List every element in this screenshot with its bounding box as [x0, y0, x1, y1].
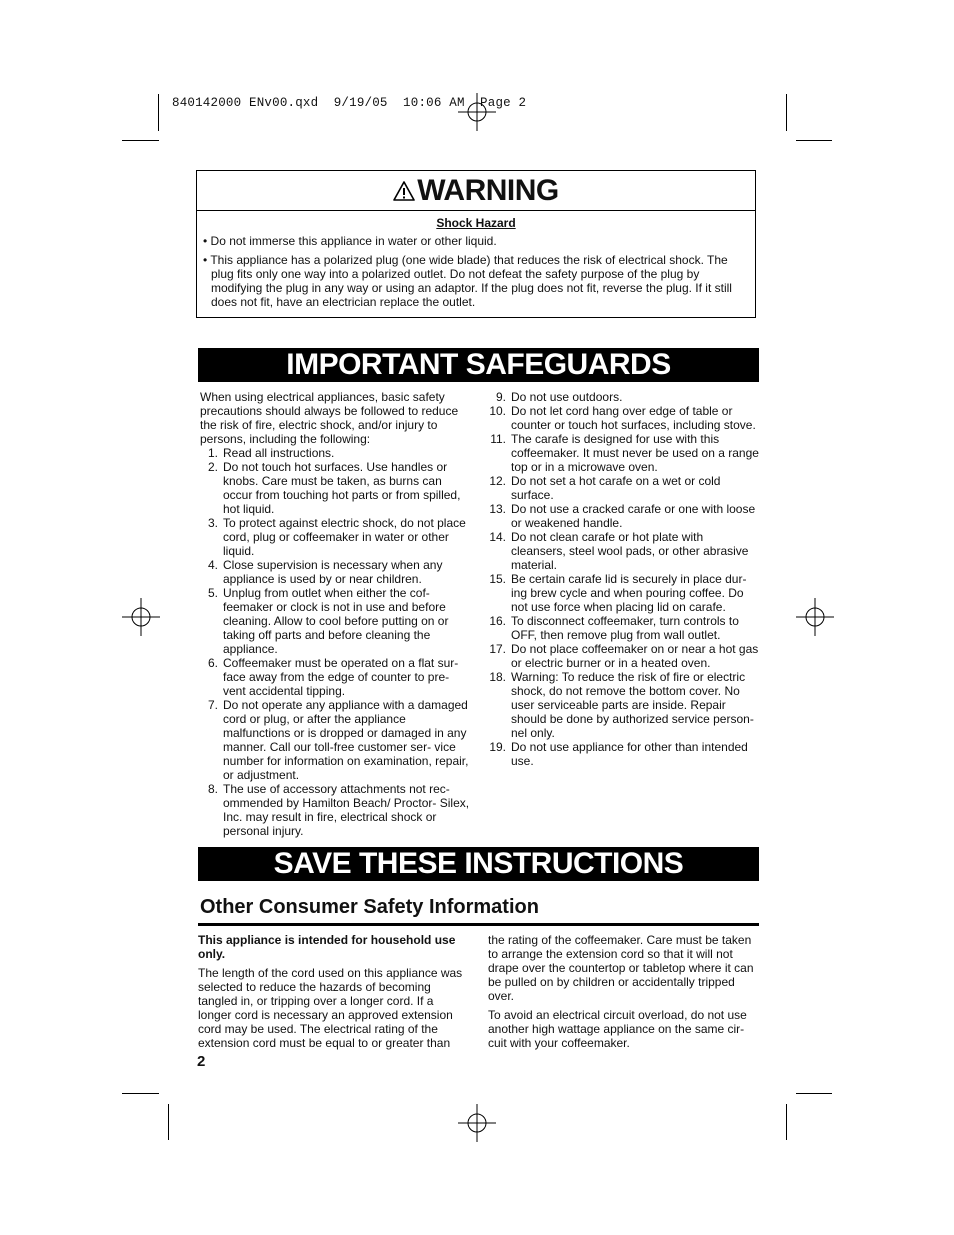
- crop-mark: [786, 94, 787, 131]
- safeguard-item: [488, 572, 760, 614]
- safeguard-item: [200, 586, 474, 656]
- warning-bullet: • This appliance has a polarized plug (one wide blade) that reduces the risk of electrical shock. The plug fits only one way into a polarized outlet. Do not defeat the safety purpose of the plug by modifying the plug in any way or using an adaptor. If the plug does not fit, reverse the plug. If it still does not fit, have an electrician replace the outlet.: [203, 253, 732, 309]
- safeguard-item-number: 15.: [489, 572, 506, 586]
- safeguard-item-number: 9.: [495, 390, 506, 404]
- registration-mark-icon: [458, 1104, 496, 1142]
- household-use-note: This appliance is intended for household use only.: [198, 933, 456, 961]
- warning-bullet: • Do not immerse this appliance in water or other liquid.: [203, 234, 497, 248]
- safeguard-item: [488, 432, 760, 474]
- other-right-column: [488, 933, 760, 1055]
- crop-mark: [122, 140, 159, 141]
- crop-mark: [122, 1093, 159, 1094]
- save-instructions-title: SAVE THESE INSTRUCTIONS: [273, 847, 684, 880]
- safeguard-item: [200, 558, 474, 586]
- safeguard-item-number: 6.: [207, 656, 218, 670]
- safeguard-item: [488, 404, 760, 432]
- safeguard-item-number: 10.: [489, 404, 506, 418]
- safeguard-item-number: 2.: [207, 460, 218, 474]
- safeguard-item-text: The use of accessory attachments not rec- ommended by Hamilton Beach/ Proctor- Silex, Inc. may result in fire, electrical shock or personal injury.: [223, 782, 470, 838]
- safeguard-item: [488, 390, 760, 404]
- crop-mark: [796, 1093, 832, 1094]
- safeguard-item-text: Be certain carafe lid is securely in place dur- ing brew cycle and when pouring coffee. Do not use force when placing lid on carafe.: [511, 572, 747, 614]
- crop-mark: [158, 94, 159, 131]
- safeguard-item-number: 4.: [207, 558, 218, 572]
- safeguard-item-text: Do not use appliance for other than intended use.: [511, 740, 748, 768]
- safeguard-item-number: 13.: [489, 502, 506, 516]
- safeguard-item-number: 11.: [490, 432, 506, 446]
- safeguard-item-text: Do not set a hot carafe on a wet or cold surface.: [511, 474, 721, 502]
- safeguard-item-text: Coffeemaker must be operated on a flat sur- face away from the edge of counter to pre- vent accidental tipping.: [223, 656, 459, 698]
- save-instructions-banner: [198, 847, 759, 881]
- safeguard-item-text: Do not touch hot surfaces. Use handles or knobs. Care must be taken, as burns can occur from touching hot parts or from spilled, hot liquid.: [223, 460, 461, 516]
- safeguard-item-text: Read all instructions.: [223, 446, 335, 460]
- safeguard-item-text: The carafe is designed for use with this coffeemaker. It must never be used on a range top or in a microwave oven.: [511, 432, 759, 474]
- safeguard-item-text: Do not let cord hang over edge of table or counter or touch hot surfaces, including stove.: [511, 404, 756, 432]
- safeguard-item: [200, 656, 474, 698]
- extension-cord-paragraph: the rating of the coffeemaker. Care must be taken to arrange the extension cord so that it will not drape over the countertop or tabletop where it can be pulled on by children or accidentally tripped over.: [488, 933, 754, 1003]
- safeguard-item-number: 1.: [207, 446, 218, 460]
- safeguard-item: [200, 698, 474, 782]
- safeguard-item: [488, 740, 760, 768]
- safeguard-item-number: 12.: [489, 474, 506, 488]
- safeguard-item-number: 7.: [207, 698, 218, 712]
- safeguard-item: [488, 642, 760, 670]
- safeguard-item-number: 17.: [489, 642, 506, 656]
- safeguards-right-column: [488, 390, 760, 768]
- safeguard-item: [488, 614, 760, 642]
- safeguard-item: [488, 670, 760, 740]
- safeguards-list-left: [200, 446, 474, 838]
- safeguard-item-number: 3.: [207, 516, 218, 530]
- other-safety-heading: Other Consumer Safety Information: [200, 896, 539, 918]
- safeguard-item: [200, 516, 474, 558]
- safeguard-item-number: 16.: [489, 614, 506, 628]
- crop-mark: [796, 140, 832, 141]
- safeguard-item-number: 5.: [207, 586, 218, 600]
- cord-length-paragraph: The length of the cord used on this appliance was selected to reduce the hazards of becoming tangled in, or tripping over a longer cord. If a longer cord is necessary an approved extension cord may be used. The electrical rating of the extension cord must be equal to or greater than: [198, 966, 463, 1050]
- warning-box: [196, 170, 756, 318]
- safeguard-item-text: To disconnect coffeemaker, turn controls to OFF, then remove plug from wall outlet.: [511, 614, 739, 642]
- safeguard-item-text: Warning: To reduce the risk of fire or electric shock, do not remove the bottom cover. No user serviceable parts are inside. Repair should be done by authorized service person- nel only.: [511, 670, 754, 740]
- safeguard-item-text: Do not clean carafe or hot plate with cleansers, steel wool pads, or other abrasive material.: [511, 530, 749, 572]
- safeguard-item-number: 14.: [489, 530, 506, 544]
- safeguard-item: [488, 474, 760, 502]
- safeguard-item: [200, 782, 474, 838]
- safeguards-list-right: [488, 390, 760, 768]
- crop-mark: [168, 1104, 169, 1140]
- warning-title: WARNING: [417, 173, 559, 207]
- safeguards-banner: [198, 348, 759, 382]
- page-number: 2: [197, 1053, 206, 1070]
- warning-triangle-icon: [393, 181, 415, 201]
- safeguard-item: [488, 502, 760, 530]
- safeguards-title: IMPORTANT SAFEGUARDS: [286, 348, 671, 381]
- safeguards-left-column: [200, 390, 474, 838]
- safeguard-item-text: Do not operate any appliance with a damaged cord or plug, or after the appliance malfunctions or is dropped or damaged in any manner. Call our toll-free customer ser- vice number for information on examination, repair, or adjustment.: [223, 698, 469, 782]
- safeguard-item-number: 8.: [207, 782, 218, 796]
- warning-header: [197, 171, 755, 211]
- warning-subtitle: Shock Hazard: [436, 216, 516, 230]
- safeguard-item-text: Close supervision is necessary when any appliance is used by or near children.: [223, 558, 443, 586]
- safeguard-item: [200, 460, 474, 516]
- registration-mark-icon: [796, 598, 834, 636]
- safeguard-item-number: 18.: [489, 670, 506, 684]
- safeguard-item-text: To protect against electric shock, do not place cord, plug or coffeemaker in water or other liquid.: [223, 516, 466, 558]
- warning-bullets: [203, 234, 747, 309]
- heading-rule: [198, 923, 759, 926]
- registration-mark-icon: [122, 598, 160, 636]
- safeguard-item-text: Do not use a cracked carafe or one with loose or weakened handle.: [511, 502, 756, 530]
- safeguard-item-text: Do not place coffeemaker on or near a hot gas or electric burner or in a heated oven.: [511, 642, 759, 670]
- safeguard-item: [200, 446, 474, 460]
- print-slug: 840142000 ENv00.qxd 9/19/05 10:06 AM Page 2: [172, 96, 527, 110]
- crop-mark: [786, 1104, 787, 1140]
- safeguard-item-number: 19.: [489, 740, 506, 754]
- safeguard-item-text: Unplug from outlet when either the cof- feemaker or clock is not in use and before cleaning. Allow to cool before putting on or taking off parts and before cleaning the appliance.: [223, 586, 449, 656]
- circuit-overload-paragraph: To avoid an electrical circuit overload, do not use another high wattage appliance on the same cir- cuit with your coffeemaker.: [488, 1008, 747, 1050]
- safeguard-item: [488, 530, 760, 572]
- registration-mark-icon: [458, 93, 496, 131]
- safeguards-intro: When using electrical appliances, basic safety precautions should always be followed to reduce the risk of fire, electric shock, and/or injury to persons, including the following:: [200, 390, 459, 446]
- safeguard-item-text: Do not use outdoors.: [511, 390, 623, 404]
- other-left-column: [198, 933, 470, 1055]
